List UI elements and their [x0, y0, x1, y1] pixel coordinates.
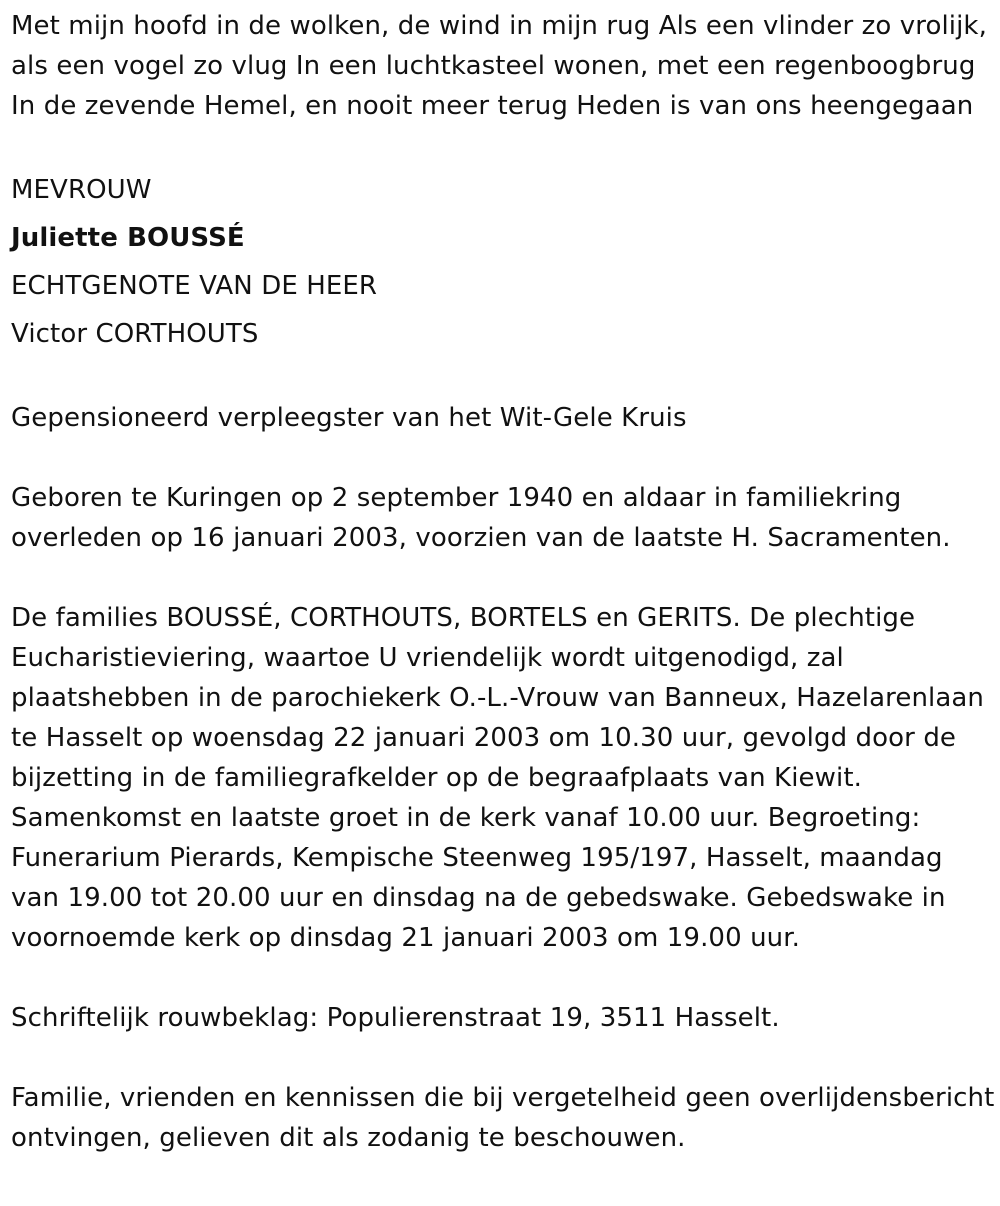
- condolence-address: Schriftelijk rouwbeklag: Populierenstraat 19, 3511 Hasselt.: [11, 1003, 780, 1033]
- spouse-name: Victor CORTHOUTS: [11, 319, 259, 349]
- closing-note: Familie, vrienden en kennissen die bij vergetelheid geen overlijdensbericht ontvingen, gelieven dit als zodanig te beschouwen.: [11, 1083, 995, 1153]
- spacer: [11, 958, 996, 998]
- poem-paragraph: Met mijn hoofd in de wolken, de wind in mijn rug Als een vlinder zo vrolijk, als een vogel zo vlug In een luchtkasteel wonen, met een regenboogbrug In de zevende Hemel, en nooit meer terug Heden is van ons heengegaan: [11, 11, 987, 121]
- birth-death-paragraph: Geboren te Kuringen op 2 september 1940 en aldaar in familiekring overleden op 16 januari 2003, voorzien van de laatste H. Sacramenten.: [11, 483, 951, 553]
- deceased-name: Juliette BOUSSÉ: [11, 223, 245, 253]
- spacer: [11, 1038, 996, 1078]
- spacer: [11, 358, 996, 398]
- families-service-paragraph: De families BOUSSÉ, CORTHOUTS, BORTELS en GERITS. De plechtige Eucharistieviering, waartoe U vriendelijk wordt uitgenodigd, zal plaatshebben in de parochiekerk O.-L.-Vrouw van Banneux, Hazelarenlaan te Hasselt op woensdag 22 januari 2003 om 10.30 uur, gevolgd door de bijzetting in de familiegrafkelder op de begraafplaats van Kiewit. Samenkomst en laatste groet in de kerk vanaf 10.00 uur. Begroeting: Funerarium Pierards, Kempische Steenweg 195/197, Hasselt, maandag van 19.00 tot 20.00 uur en dinsdag na de gebedswake. Gebedswake in voornoemde kerk op dinsdag 21 januari 2003 om 19.00 uur.: [11, 603, 984, 953]
- spacer: [11, 126, 996, 166]
- relation-line: ECHTGENOTE VAN DE HEER: [11, 271, 378, 301]
- spacer: [11, 438, 996, 478]
- spacer: [11, 558, 996, 598]
- obituary-notice: [11, 6, 996, 1158]
- profession-line: Gepensioneerd verpleegster van het Wit-Gele Kruis: [11, 403, 687, 433]
- honorific-title: MEVROUW: [11, 175, 152, 205]
